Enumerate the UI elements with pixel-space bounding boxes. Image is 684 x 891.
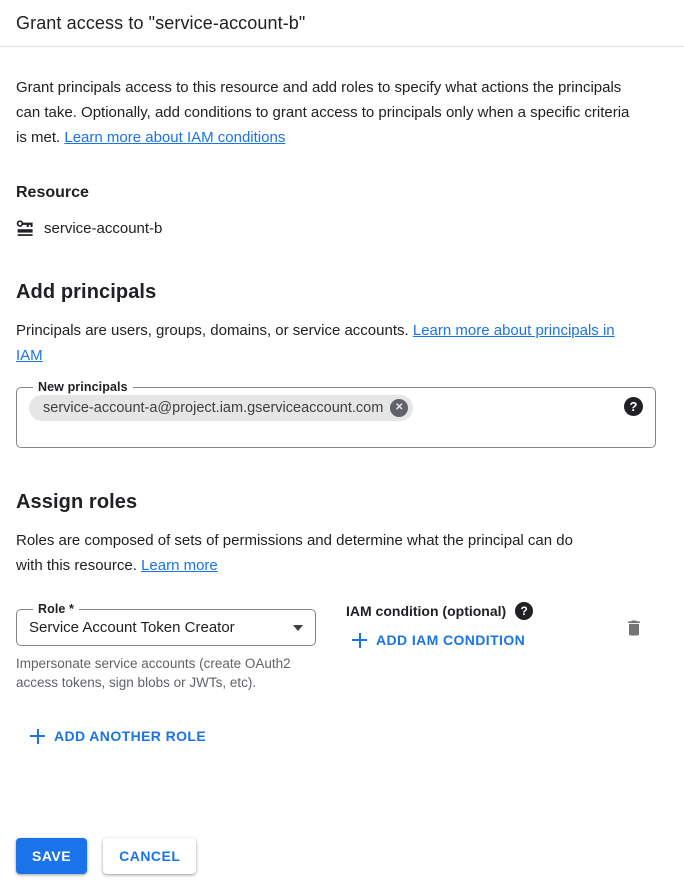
close-icon[interactable]	[390, 399, 408, 417]
iam-condition-column	[346, 602, 596, 656]
role-label: Role *	[38, 602, 75, 616]
role-column	[16, 602, 316, 692]
principals-description-text: Principals are users, groups, domains, or service accounts.	[16, 322, 409, 339]
role-row	[16, 602, 668, 692]
add-another-role-label: ADD ANOTHER ROLE	[54, 728, 207, 744]
add-iam-condition-button[interactable]	[344, 624, 533, 656]
intro-text: Grant principals access to this resource and add roles to specify what actions the principals can take. Optionally, add conditions to grant access to principals only when a specific criteria is met.	[16, 79, 630, 146]
assign-roles-heading: Assign roles	[16, 491, 138, 513]
role-select[interactable]	[16, 602, 316, 646]
role-value-row	[29, 619, 305, 636]
principal-chip	[29, 395, 413, 421]
cancel-button[interactable]: CANCEL	[103, 838, 196, 874]
plus-icon	[352, 633, 367, 648]
intro-paragraph	[16, 75, 636, 150]
new-principals-field[interactable]	[16, 380, 656, 448]
plus-icon	[30, 729, 45, 744]
dialog-content	[0, 75, 684, 864]
help-icon[interactable]	[515, 602, 533, 620]
iam-condition-label-row	[346, 602, 596, 620]
dialog-footer	[16, 838, 196, 874]
roles-description	[16, 528, 596, 578]
dialog-title: Grant access to "service-account-b"	[16, 13, 306, 33]
role-value: Service Account Token Creator	[29, 619, 235, 636]
principals-in-iam-link[interactable]: Learn more about principals in IAM	[16, 322, 615, 364]
roles-description-text: Roles are composed of sets of permissions and determine what the principal can do with this resource.	[16, 532, 573, 574]
resource-name: service-account-b	[44, 220, 163, 237]
new-principals-field-row	[29, 394, 643, 421]
iam-condition-label: IAM condition (optional)	[346, 603, 507, 619]
delete-role-button[interactable]	[618, 612, 650, 644]
resource-row	[16, 219, 668, 238]
principal-chip-value: service-account-a@project.iam.gserviceaccount.com	[43, 400, 384, 416]
resource-heading: Resource	[16, 184, 89, 201]
add-iam-condition-label: ADD IAM CONDITION	[376, 632, 526, 648]
service-account-icon	[16, 219, 35, 238]
dialog-header	[0, 0, 684, 47]
add-principals-heading: Add principals	[16, 281, 157, 303]
iam-conditions-link[interactable]: Learn more about IAM conditions	[64, 129, 286, 146]
help-icon[interactable]	[624, 397, 643, 416]
arrow-drop-down-icon	[293, 625, 303, 631]
roles-learn-more-link[interactable]: Learn more	[141, 557, 218, 574]
delete-icon	[624, 618, 644, 638]
add-another-role-button[interactable]	[22, 720, 214, 752]
role-helper-text: Impersonate service accounts (create OAuth2 access tokens, sign blobs or JWTs, etc).	[16, 656, 291, 690]
save-button[interactable]: SAVE	[16, 838, 87, 874]
principals-description	[16, 318, 631, 368]
new-principals-label: New principals	[38, 380, 128, 394]
